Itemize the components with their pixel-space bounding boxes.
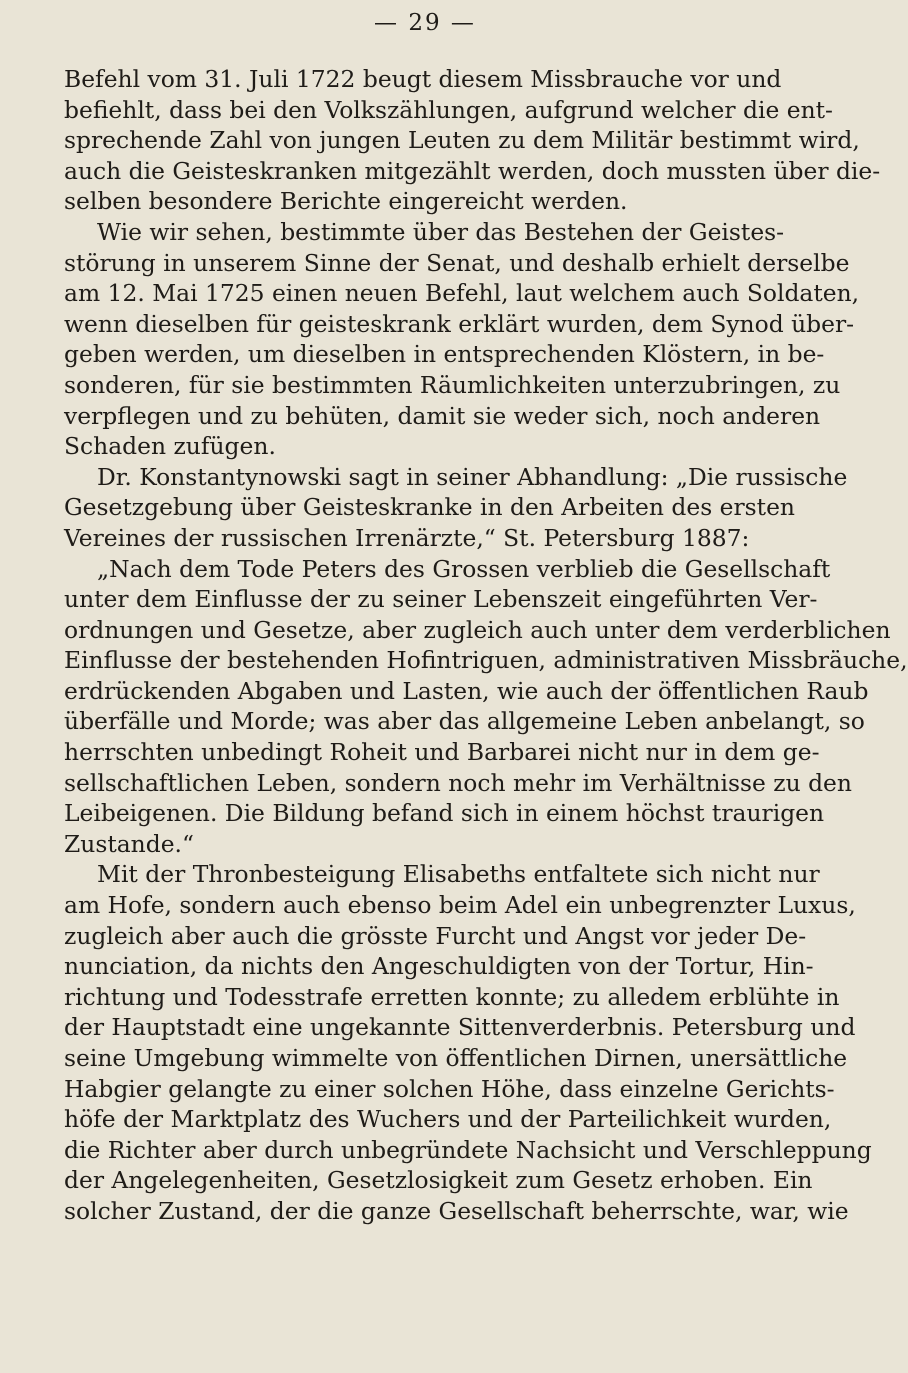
text-line: verpflegen und zu behüten, damit sie weder sich, noch anderen (64, 401, 821, 430)
text-line: am Hofe, sondern auch ebenso beim Adel ein unbegrenzter Luxus, (64, 891, 856, 920)
text-line: seine Umgebung wimmelte von öffentlichen Dirnen, unersättliche (64, 1044, 848, 1072)
text-line: solcher Zustand, der die ganze Gesellschaft beherrschte, war, wie (64, 1196, 849, 1225)
paragraph (64, 64, 881, 217)
text-line: Dr. Konstantynowski sagt in seiner Abhandlung: „Die russische (97, 462, 848, 491)
text-line: Leibeigenen. Die Bildung befand sich in einem höchst traurigen (64, 799, 825, 828)
text-line: der Hauptstadt eine ungekannte Sittenverderbnis. Petersburg und (64, 1013, 856, 1042)
text-line: wenn dieselben für geisteskrank erklärt wurden, dem Synod über- (64, 309, 855, 338)
text-line: selben besondere Berichte eingereicht werden. (64, 187, 628, 216)
paragraph (64, 554, 908, 860)
text-line: auch die Geisteskranken mitgezählt werden, doch mussten über die- (64, 156, 881, 185)
text-line: erdrückenden Abgaben und Lasten, wie auch der öffentlichen Raub (64, 676, 869, 705)
text-line: richtung und Todesstrafe erretten konnte; zu alledem erblühte in (64, 982, 840, 1011)
text-line: geben werden, um dieselben in entsprechenden Klöstern, in be- (64, 340, 825, 369)
text-line: Befehl vom 31. Juli 1722 beugt diesem Missbrauche vor und (64, 65, 782, 93)
text-line: störung in unserem Sinne der Senat, und deshalb erhielt derselbe (64, 248, 850, 277)
text-line: überfälle und Morde; was aber das allgemeine Leben anbelangt, so (64, 707, 865, 736)
text-line: die Richter aber durch unbegründete Nachsicht und Verschleppung (64, 1135, 872, 1164)
text-line: befiehlt, dass bei den Volkszählungen, aufgrund welcher die ent- (64, 95, 833, 124)
text-line: Mit der Thronbesteigung Elisabeths entfaltete sich nicht nur (97, 860, 820, 889)
text-line: Wie wir sehen, bestimmte über das Bestehen der Geistes- (97, 217, 785, 246)
page-body-text (64, 64, 908, 1227)
text-line: der Angelegenheiten, Gesetzlosigkeit zum Gesetz erhoben. Ein (64, 1166, 813, 1195)
text-line: Schaden zufügen. (64, 432, 276, 461)
paragraph (64, 217, 860, 462)
text-line: sellschaftlichen Leben, sondern noch mehr im Verhältnisse zu den (64, 768, 852, 797)
text-line: unter dem Einflusse der zu seiner Lebenszeit eingeführten Ver- (64, 585, 818, 614)
text-line: Gesetzgebung über Geisteskranke in den Arbeiten des ersten (64, 493, 795, 522)
text-line: nunciation, da nichts den Angeschuldigten von der Tortur, Hin- (64, 952, 814, 981)
text-line: Einflusse der bestehenden Hofintriguen, administrativen Missbräuche, (64, 646, 908, 675)
text-line: zugleich aber auch die grösste Furcht und Angst vor jeder De- (64, 921, 807, 950)
paragraph (64, 859, 872, 1226)
text-line: sonderen, für sie bestimmten Räumlichkeiten unterzubringen, zu (64, 370, 841, 399)
text-line: „Nach dem Tode Peters des Grossen verblieb die Gesellschaft (97, 554, 831, 583)
text-line: am 12. Mai 1725 einen neuen Befehl, laut welchem auch Soldaten, (64, 279, 860, 308)
text-line: ordnungen und Gesetze, aber zugleich auch unter dem verderblichen (64, 615, 891, 644)
text-line: Vereines der russischen Irrenärzte,“ St. Petersburg 1887: (64, 523, 750, 552)
text-line: höfe der Marktplatz des Wuchers und der Parteilichkeit wurden, (64, 1105, 832, 1134)
text-line: Zustande.“ (64, 829, 194, 858)
text-line: herrschten unbedingt Roheit und Barbarei nicht nur in dem ge- (64, 738, 820, 767)
paragraph (64, 462, 848, 554)
text-line: Habgier gelangte zu einer solchen Höhe, dass einzelne Gerichts- (64, 1074, 835, 1103)
page-number: — 29 — (374, 10, 476, 36)
text-line: sprechende Zahl von jungen Leuten zu dem Militär bestimmt wird, (64, 126, 860, 155)
